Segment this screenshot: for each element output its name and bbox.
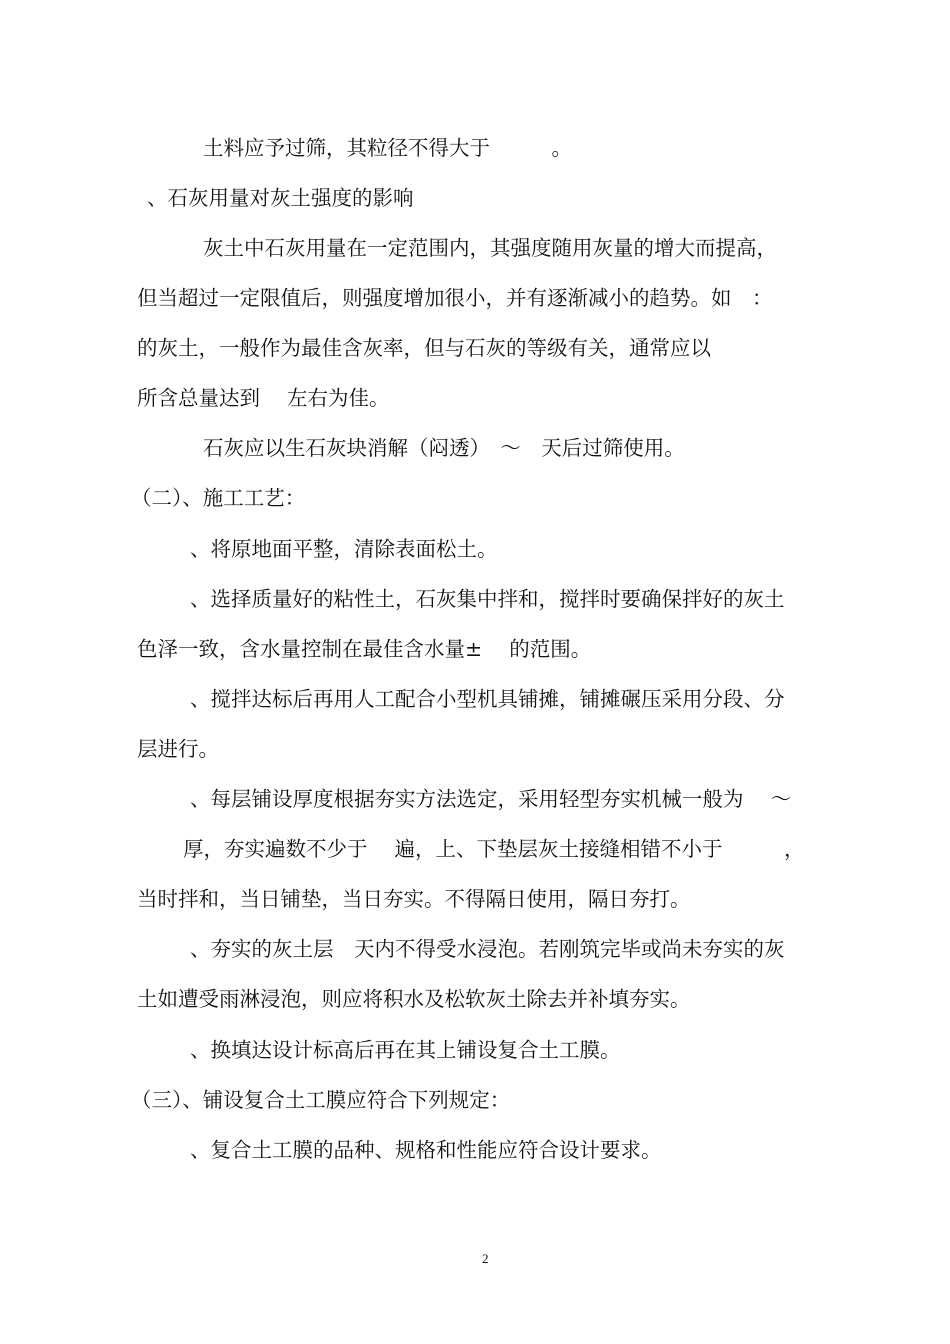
- section-heading-lime-dosage: 、石灰用量对灰土强度的影响: [147, 186, 414, 210]
- para-line-14: 、每层铺设厚度根据夯实方法选定，采用轻型夯实机械一般为 ～: [190, 787, 792, 811]
- para-line-15: 厚，夯实遍数不少于 遍，上、下垫层灰土接缝相错不小于 ，: [183, 837, 805, 861]
- para-line-18: 土如遭受雨淋浸泡，则应将积水及松软灰土除去并补填夯实。: [137, 987, 691, 1011]
- section-heading-geomembrane: （三）、铺设复合土工膜应符合下列规定：: [131, 1088, 511, 1112]
- para-line-21: 、复合土工膜的品种、规格和性能应符合设计要求。: [190, 1138, 662, 1162]
- para-line-4: 但当超过一定限值后，则强度增加很小，并有逐渐减小的趋势。如 ：: [137, 286, 773, 310]
- para-line-5: 的灰土，一般作为最佳含灰率，但与石灰的等级有关，通常应以: [137, 336, 711, 360]
- para-line-3: 灰土中石灰用量在一定范围内，其强度随用灰量的增大而提高，: [203, 236, 777, 260]
- para-line-6: 所含总量达到 左右为佳。: [137, 386, 390, 410]
- para-line-9: 、将原地面平整，清除表面松土。: [190, 537, 498, 561]
- page-number: 2: [482, 1251, 489, 1266]
- para-line-10: 、选择质量好的粘性土，石灰集中拌和，搅拌时要确保拌好的灰土: [190, 587, 785, 611]
- para-line-19: 、换填达设计标高后再在其上铺设复合土工膜。: [190, 1038, 621, 1062]
- section-heading-construction-process: （二）、施工工艺：: [131, 486, 306, 510]
- para-line-16: 当时拌和，当日铺垫，当日夯实。不得隔日使用，隔日夯打。: [137, 887, 691, 911]
- para-line-17: 、夯实的灰土层 天内不得受水浸泡。若刚筑完毕或尚未夯实的灰: [190, 937, 785, 961]
- para-line-1: 土料应予过筛，其粒径不得大于 。: [203, 136, 572, 160]
- para-line-13: 层进行。: [137, 737, 219, 761]
- para-line-7: 石灰应以生石灰块消解（闷透） ～ 天后过筛使用。: [203, 436, 685, 460]
- para-line-11: 色泽一致，含水量控制在最佳含水量± 的范围。: [137, 637, 592, 661]
- para-line-12: 、搅拌达标后再用人工配合小型机具铺摊，铺摊碾压采用分段、分: [190, 687, 785, 711]
